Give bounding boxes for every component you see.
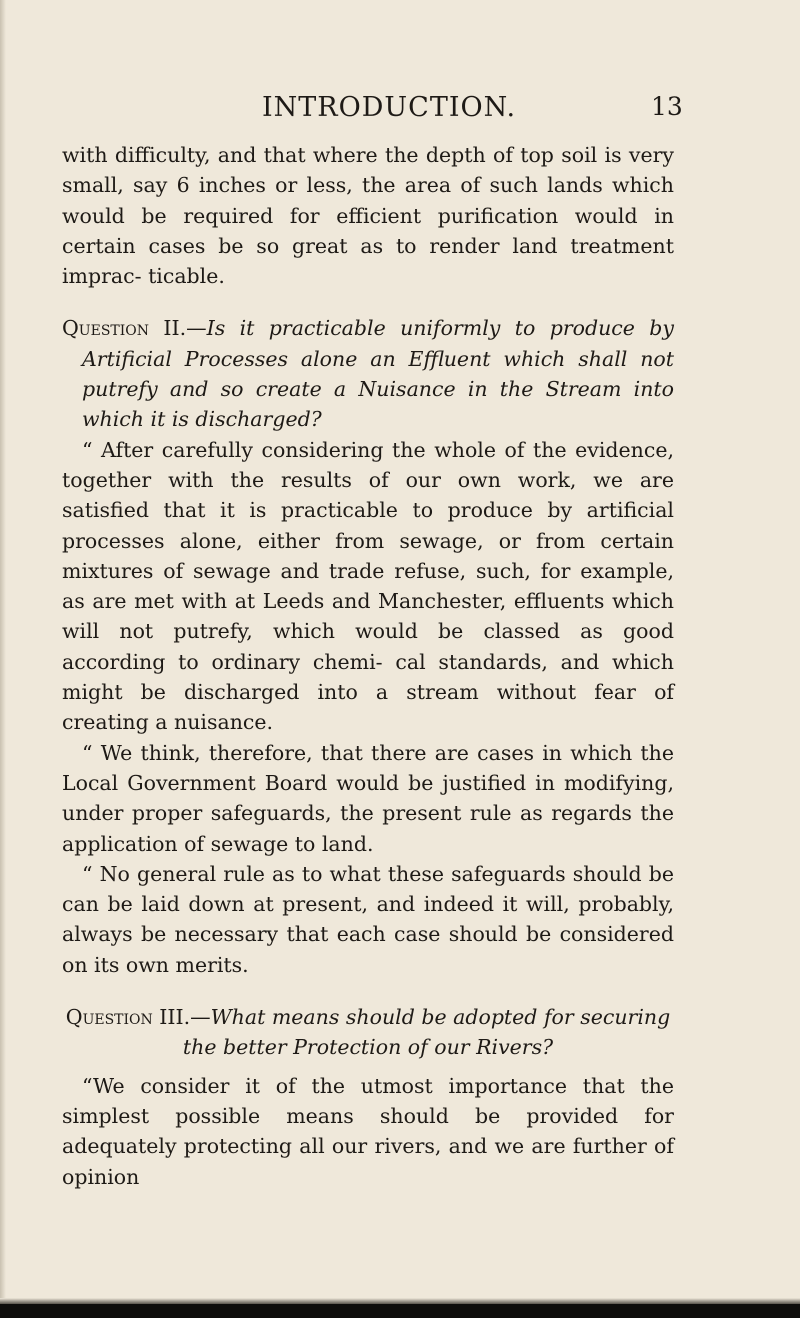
question-two-dash: —	[186, 316, 207, 341]
paragraph-continuation: with difficulty, and that where the depth of top soil is very small, say 6 inches or less, the area of such lands which would be required for efficient purification would in certain cases be so great as to render land treatment imprac- ticable.	[62, 143, 674, 289]
question-three-text: What means should be adopted for securing the better Protection of our Rivers?	[182, 1005, 671, 1060]
question-two	[62, 313, 674, 434]
body-text	[62, 140, 674, 1192]
question-three-dash: —	[190, 1005, 211, 1030]
question-three	[62, 1002, 674, 1063]
paragraph-no-general: “ No general rule as to what these safeguards should be can be laid down at present, and indeed it will, probably, always be necessary that each case should be considered on its own merits.	[62, 861, 674, 977]
paragraph-we-consider: “We consider it of the utmost importance that the simplest possible means should be provided for adequately protecting all our rivers, and we are further of opinion	[62, 1073, 674, 1189]
page-title: INTRODUCTION.	[262, 92, 517, 123]
page-bottom-edge	[0, 1304, 800, 1318]
page-edge	[0, 0, 6, 1318]
page-number: 13	[651, 92, 683, 121]
question-three-label: Question III.	[65, 1005, 191, 1030]
question-two-text: Is it practicable uniformly to produce by Artificial Processes alone an Effluent which shall not putrefy and so create a Nuisance in the Stream into which it is discharged?	[82, 316, 674, 432]
running-head	[0, 92, 800, 132]
paragraph-after-careful: “ After carefully considering the whole of the evidence, together with the results of our own work, we are satisfied that it is practicable to produce by artificial processes alone, either from sewage, or from certain mixtures of sewage and trade refuse, such, for example, as are met with at Leeds and Manchester, effluents which will not putrefy, which would be classed as good according to ordinary chemi- cal standards, and which might be discharged into a stream without fear of creating a nuisance.	[62, 437, 674, 735]
question-two-label: Question II.	[62, 316, 187, 341]
paragraph-we-think: “ We think, therefore, that there are cases in which the Local Government Board would be justified in modifying, under proper safeguards, the present rule as regards the application of sewage to land.	[62, 740, 674, 856]
